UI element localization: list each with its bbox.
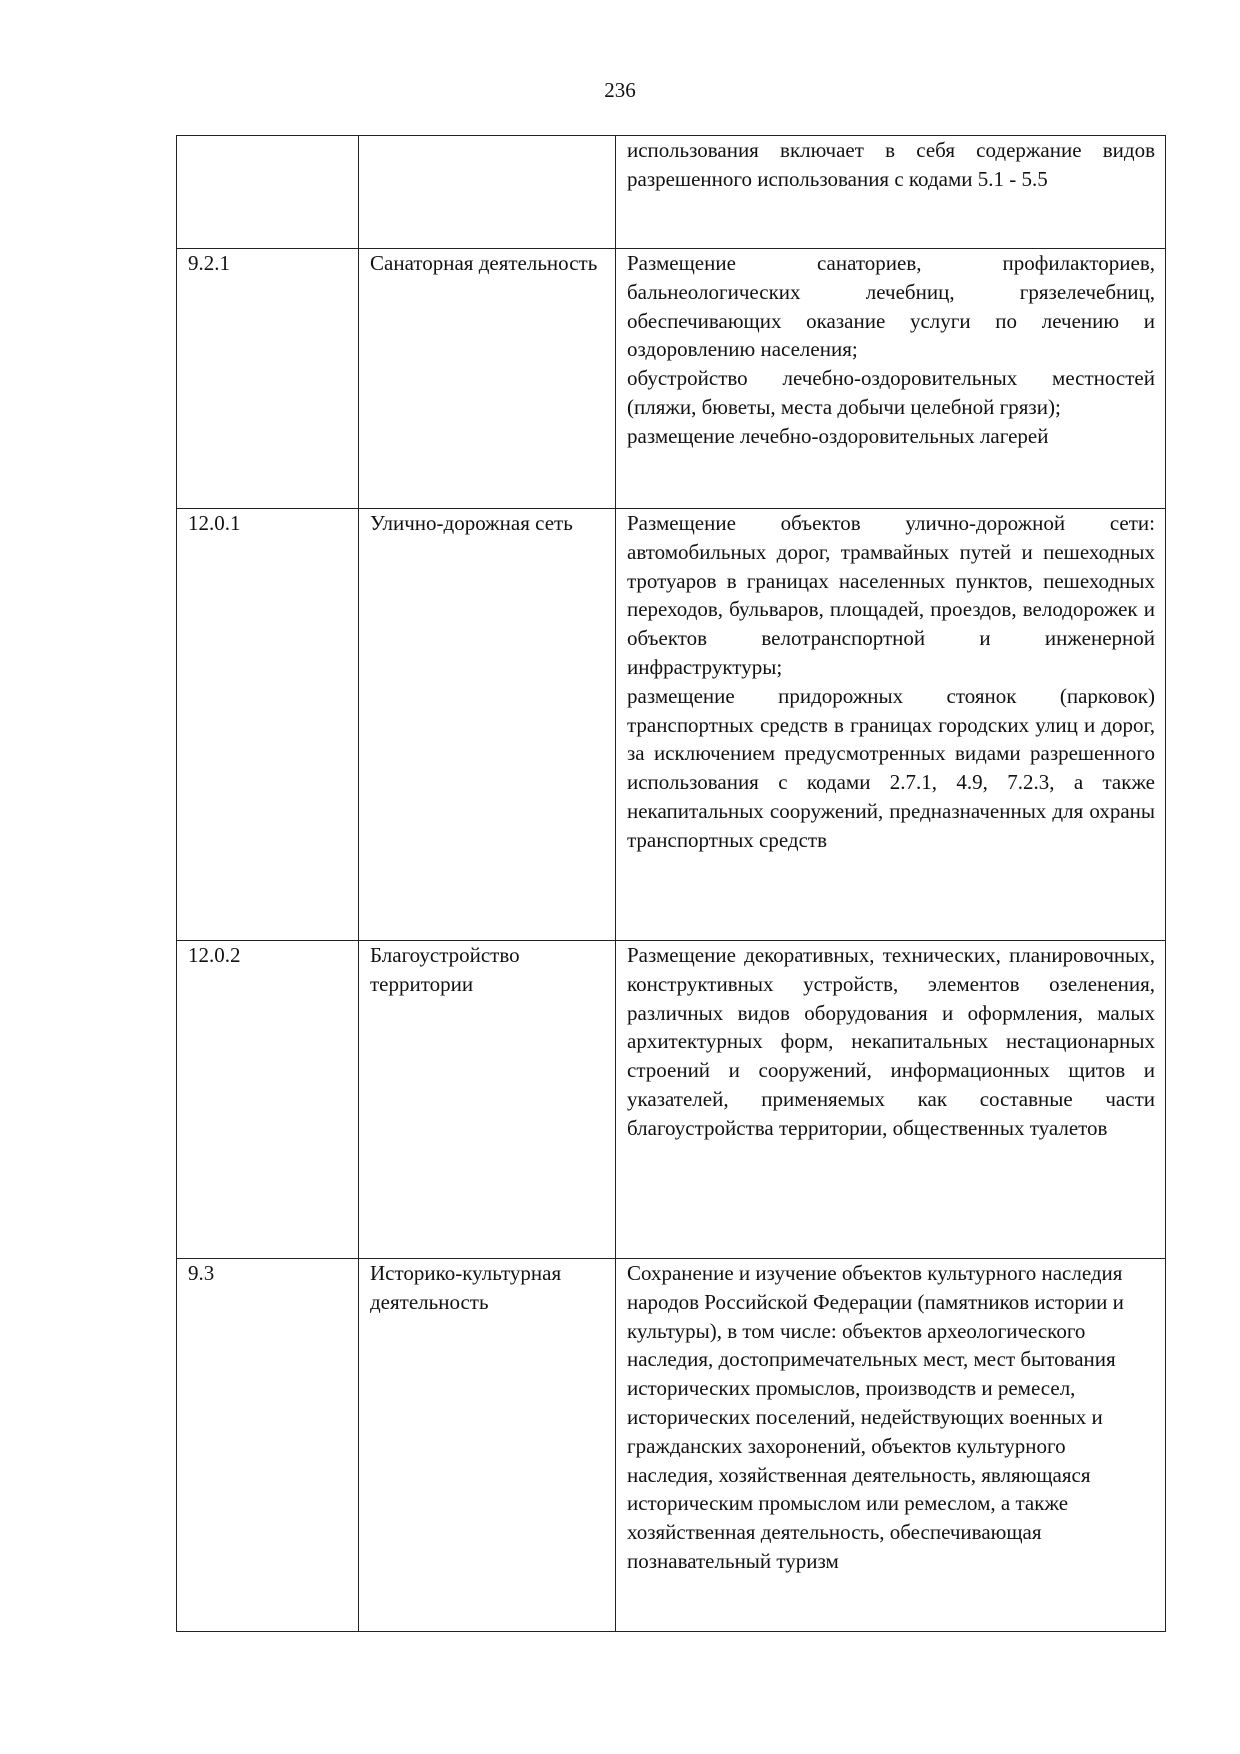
code-cell: 12.0.1	[177, 509, 359, 941]
description-paragraph: размещение придорожных стоянок (парковок) транспортных средств в границах городских улиц и дорог, за исключением предусмотренных видами разрешенного использования с кодами 2.7.1, 4.9, 7.2.3, а также некапитальных сооружений, предназначенных для охраны транспортных средств	[627, 683, 1155, 852]
description-cell	[616, 249, 1166, 509]
name-cell: Историко-культурная деятельность	[359, 1259, 616, 1632]
description-paragraph: обустройство лечебно-оздоровительных местностей (пляжи, бюветы, места добычи целебной грязи);	[627, 366, 1155, 419]
code-cell	[177, 136, 359, 249]
description-cell: Сохранение и изучение объектов культурного наследия народов Российской Федерации (памятников истории и культуры), в том числе: объектов археологического наследия, достопримечательных мест, мест бытования исторических промыслов, производств и ремесел, исторических поселений, недействующих военных и гражданских захоронений, объектов культурного наследия, хозяйственная деятельность, являющаяся историческим промыслом или ремеслом, а также хозяйственная деятельность, обеспечивающая познавательный туризм	[616, 1259, 1166, 1632]
table-row	[177, 941, 1166, 1259]
name-cell: Улично-дорожная сеть	[359, 509, 616, 941]
description-cell: Размещение декоративных, технических, планировочных, конструктивных устройств, элементов озеленения, различных видов оборудования и оформления, малых архитектурных форм, некапитальных нестационарных строений и сооружений, информационных щитов и указателей, применяемых как составные части благоустройства территории, общественных туалетов	[616, 941, 1166, 1259]
table-row	[177, 1259, 1166, 1632]
name-cell: Благоустройство территории	[359, 941, 616, 1259]
name-cell	[359, 136, 616, 249]
code-cell: 9.2.1	[177, 249, 359, 509]
description-cell	[616, 509, 1166, 941]
table-row	[177, 509, 1166, 941]
description-paragraph: размещение лечебно-оздоровительных лагерей	[627, 423, 1049, 448]
table-row	[177, 136, 1166, 249]
page-number: 236	[604, 78, 636, 102]
description-paragraph: Размещение санаториев, профилакториев, бальнеологических лечебниц, грязелечебниц, обеспечивающих оказание услуги по лечению и оздоровлению населения;	[627, 251, 1155, 362]
land-use-table	[176, 135, 1166, 1632]
table-row	[177, 249, 1166, 509]
code-cell: 9.3	[177, 1259, 359, 1632]
description-cell: использования включает в себя содержание видов разрешенного использования с кодами 5.1 - 5.5	[616, 136, 1166, 249]
code-cell: 12.0.2	[177, 941, 359, 1259]
description-paragraph: Размещение объектов улично-дорожной сети: автомобильных дорог, трамвайных путей и пешеходных тротуаров в границах населенных пунктов, пешеходных переходов, бульваров, площадей, проездов, велодорожек и объектов велотранспортной и инженерной инфраструктуры;	[627, 511, 1155, 679]
name-cell: Санаторная деятельность	[359, 249, 616, 509]
